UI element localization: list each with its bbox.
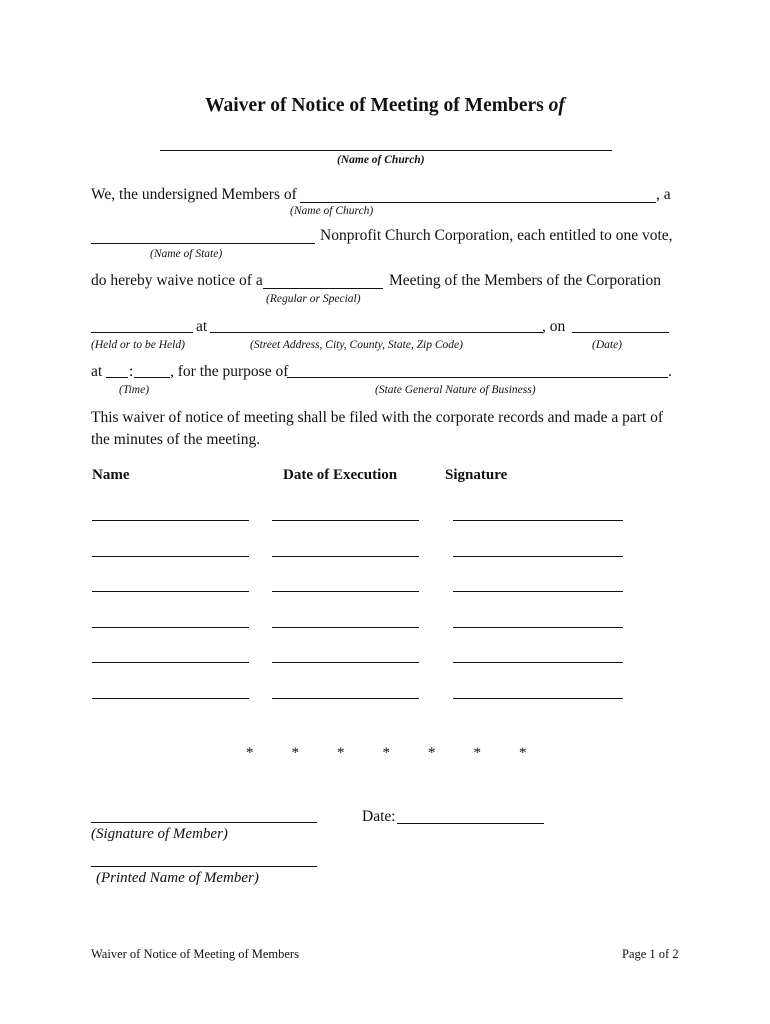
member-signature-line xyxy=(91,822,317,823)
hour-field[interactable] xyxy=(106,363,128,381)
row-3-date-of-execution-field[interactable] xyxy=(272,573,419,591)
row-4-signature-line xyxy=(453,627,623,628)
asterisk: * xyxy=(428,745,436,761)
row-5-name-line xyxy=(92,662,249,663)
held-line xyxy=(91,332,193,333)
row-2-name-line xyxy=(92,556,249,557)
row-3-name-line xyxy=(92,591,249,592)
row-1-date-of-execution-line xyxy=(272,520,419,521)
church-name-header-caption: (Name of Church) xyxy=(337,154,425,166)
row-5-date-of-execution-line xyxy=(272,662,419,663)
hour-line xyxy=(106,377,128,378)
asterisk: * xyxy=(246,745,254,761)
page-title xyxy=(0,95,770,117)
purpose-caption: (State General Nature of Business) xyxy=(375,384,536,396)
row-2-date-of-execution-field[interactable] xyxy=(272,538,419,556)
row-4-name-field[interactable] xyxy=(92,609,249,627)
row-6-name-line xyxy=(92,698,249,699)
meeting-type-caption: (Regular or Special) xyxy=(266,293,361,305)
row-4-date-of-execution-line xyxy=(272,627,419,628)
asterisk: * xyxy=(291,745,299,761)
row-1-date-of-execution-field[interactable] xyxy=(272,502,419,520)
time-caption: (Time) xyxy=(119,384,150,396)
row-4-signature-field[interactable] xyxy=(453,609,623,627)
at-time-text: at xyxy=(91,363,103,380)
address-caption: (Street Address, City, County, State, Zip Code) xyxy=(250,339,463,351)
row-6-date-of-execution-line xyxy=(272,698,419,699)
asterisk: * xyxy=(473,745,481,761)
date-field[interactable] xyxy=(572,318,669,336)
colon-text: : xyxy=(129,363,134,380)
row-3-name-field[interactable] xyxy=(92,573,249,591)
address-field[interactable] xyxy=(210,318,543,336)
footer-title: Waiver of Notice of Meeting of Members xyxy=(91,947,299,961)
date-caption: (Date) xyxy=(592,339,623,351)
row-6-date-of-execution-field[interactable] xyxy=(272,680,419,698)
waive-notice-text: do hereby waive notice of a xyxy=(91,272,263,289)
title-main: Waiver of Notice of Meeting of Members xyxy=(205,95,544,116)
row-3-signature-line xyxy=(453,591,623,592)
row-1-signature-line xyxy=(453,520,623,521)
nonprofit-text: Nonprofit Church Corporation, each entitled to one vote, xyxy=(320,227,673,244)
asterisk: * xyxy=(337,745,345,761)
row-5-signature-line xyxy=(453,662,623,663)
page-number: Page 1 of 2 xyxy=(622,947,679,961)
period-text: . xyxy=(668,363,672,380)
printed-name-line xyxy=(91,866,317,867)
row-1-signature-field[interactable] xyxy=(453,502,623,520)
printed-name-caption: (Printed Name of Member) xyxy=(96,870,259,886)
row-6-signature-line xyxy=(453,698,623,699)
row-5-name-field[interactable] xyxy=(92,644,249,662)
held-field[interactable] xyxy=(91,318,193,336)
held-caption: (Held or to be Held) xyxy=(91,339,185,351)
row-4-date-of-execution-field[interactable] xyxy=(272,609,419,627)
row-2-date-of-execution-line xyxy=(272,556,419,557)
state-line xyxy=(91,243,315,244)
address-line xyxy=(210,332,543,333)
row-1-name-line xyxy=(92,520,249,521)
at-text: at xyxy=(196,318,208,335)
church-name-header-field[interactable] xyxy=(160,133,612,151)
row-5-date-of-execution-field[interactable] xyxy=(272,644,419,662)
row-2-signature-line xyxy=(453,556,623,557)
meeting-type-line xyxy=(263,288,383,289)
meeting-members-text: Meeting of the Members of the Corporation xyxy=(389,272,662,289)
purpose-text: , for the purpose of xyxy=(170,363,289,380)
we-undersigned-text: We, the undersigned Members of xyxy=(91,186,297,203)
title-suffix: of xyxy=(548,95,565,116)
asterisk: * xyxy=(382,745,390,761)
row-2-signature-field[interactable] xyxy=(453,538,623,556)
waiver-paragraph: This waiver of notice of meeting shall be filed with the corporate records and made a part of the minutes of the meeting. xyxy=(91,409,663,448)
date-column-header: Date of Execution xyxy=(283,467,398,483)
signature-caption: (Signature of Member) xyxy=(91,826,228,842)
row-3-signature-field[interactable] xyxy=(453,573,623,591)
name-column-header: Name xyxy=(92,467,130,483)
row-3-date-of-execution-line xyxy=(272,591,419,592)
row-6-name-field[interactable] xyxy=(92,680,249,698)
row-1-name-field[interactable] xyxy=(92,502,249,520)
on-text: , on xyxy=(542,318,566,335)
church-name-caption: (Name of Church) xyxy=(290,205,374,217)
purpose-line xyxy=(287,377,668,378)
signature-column-header: Signature xyxy=(445,467,508,483)
comma-a-text: , a xyxy=(656,186,671,203)
asterisk: * xyxy=(519,745,527,761)
row-4-name-line xyxy=(92,627,249,628)
church-name-header-line xyxy=(160,150,612,151)
minute-line xyxy=(134,377,170,378)
minute-field[interactable] xyxy=(134,363,170,381)
row-6-signature-field[interactable] xyxy=(453,680,623,698)
date-line xyxy=(572,332,669,333)
state-caption: (Name of State) xyxy=(150,248,223,260)
date-label: Date: xyxy=(362,808,396,825)
signature-date-line xyxy=(397,823,544,824)
row-5-signature-field[interactable] xyxy=(453,644,623,662)
church-name-line xyxy=(300,202,656,203)
purpose-field[interactable] xyxy=(287,363,668,381)
row-2-name-field[interactable] xyxy=(92,538,249,556)
